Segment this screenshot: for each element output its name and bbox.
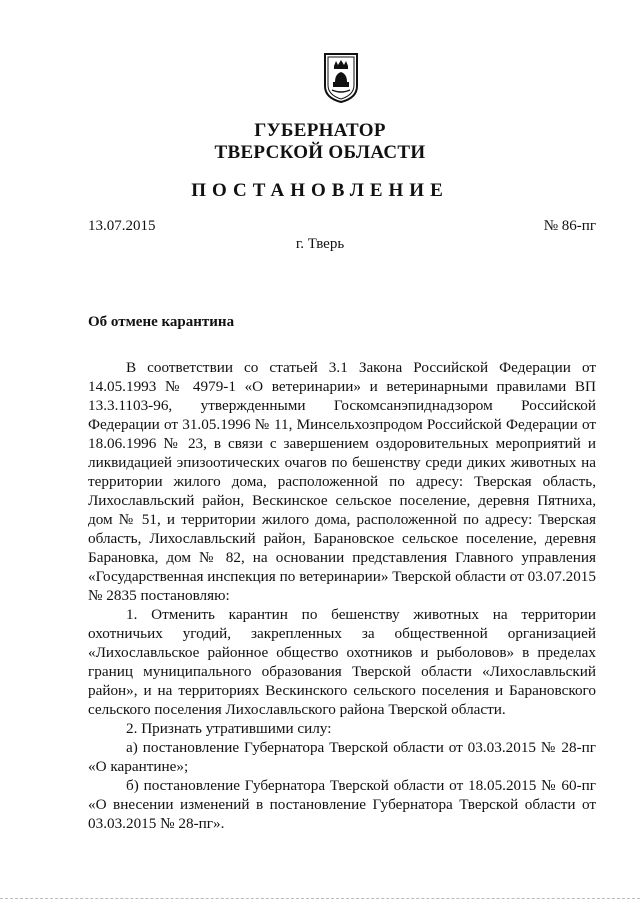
document-type: ПОСТАНОВЛЕНИЕ bbox=[191, 180, 449, 201]
coat-of-arms-icon bbox=[323, 52, 359, 104]
document-title-line1: ГУБЕРНАТОР bbox=[254, 120, 386, 141]
document-body bbox=[88, 358, 596, 833]
paragraph-item-2b: б) постановление Губернатора Тверской области от 18.05.2015 № 60-пг «О внесении изменений в постановление Губернатора Тверской области от 03.03.2015 № 28-пг». bbox=[88, 777, 596, 832]
paragraph-preamble: В соответствии со статьей 3.1 Закона Российской Федерации от 14.05.1993 № 4979-1 «О ветеринарии» и ветеринарными правилами ВП 13.3.1103-96, утвержденными Госкомсанэпиднадзором Российской Федерации от 31.05.1996 № 11, Минсельхозпродом Российской Федерации от 18.06.1996 № 23, в связи с завершением оздоровительных мероприятий и ликвидацией эпизоотических очагов по бешенству среди диких животных на территории жилого дома, расположенной по адресу: Тверская область, Лихославльский район, Вескинское сельское поселение, деревня Пятниха, дом № 51, и территории жилого дома, расположенной по адресу: Тверская область, Лихославльский район, Барановское сельское поселение, деревня Барановка, дом № 82, на основании представления Главного управления «Государственная инспекция по ветеринарии» Тверской области от 03.07.2015 № 2835 постановляю: bbox=[88, 359, 596, 604]
paragraph-item-2: 2. Признать утратившими силу: bbox=[126, 720, 332, 737]
document-date: 13.07.2015 bbox=[88, 218, 156, 234]
paragraph-item-1: 1. Отменить карантин по бешенству животных на территории охотничьих угодий, закрепленных за общественной организацией «Лихославльское районное общество охотников и рыболовов» в пределах границ муниципального образования Тверской области «Лихославльский район», и на территориях Вескинского сельского поселения и Барановского сельского поселения Лихославльского района Тверской области. bbox=[88, 606, 596, 718]
document-title-line2: ТВЕРСКОЙ ОБЛАСТИ bbox=[214, 142, 426, 163]
document-number: № 86-пг bbox=[543, 218, 596, 234]
paragraph-item-2a: а) постановление Губернатора Тверской области от 03.03.2015 № 28-пг «О карантине»; bbox=[88, 739, 596, 775]
document-subject: Об отмене карантина bbox=[88, 314, 235, 330]
document-city: г. Тверь bbox=[295, 236, 345, 252]
page-bottom-edge bbox=[0, 898, 640, 900]
